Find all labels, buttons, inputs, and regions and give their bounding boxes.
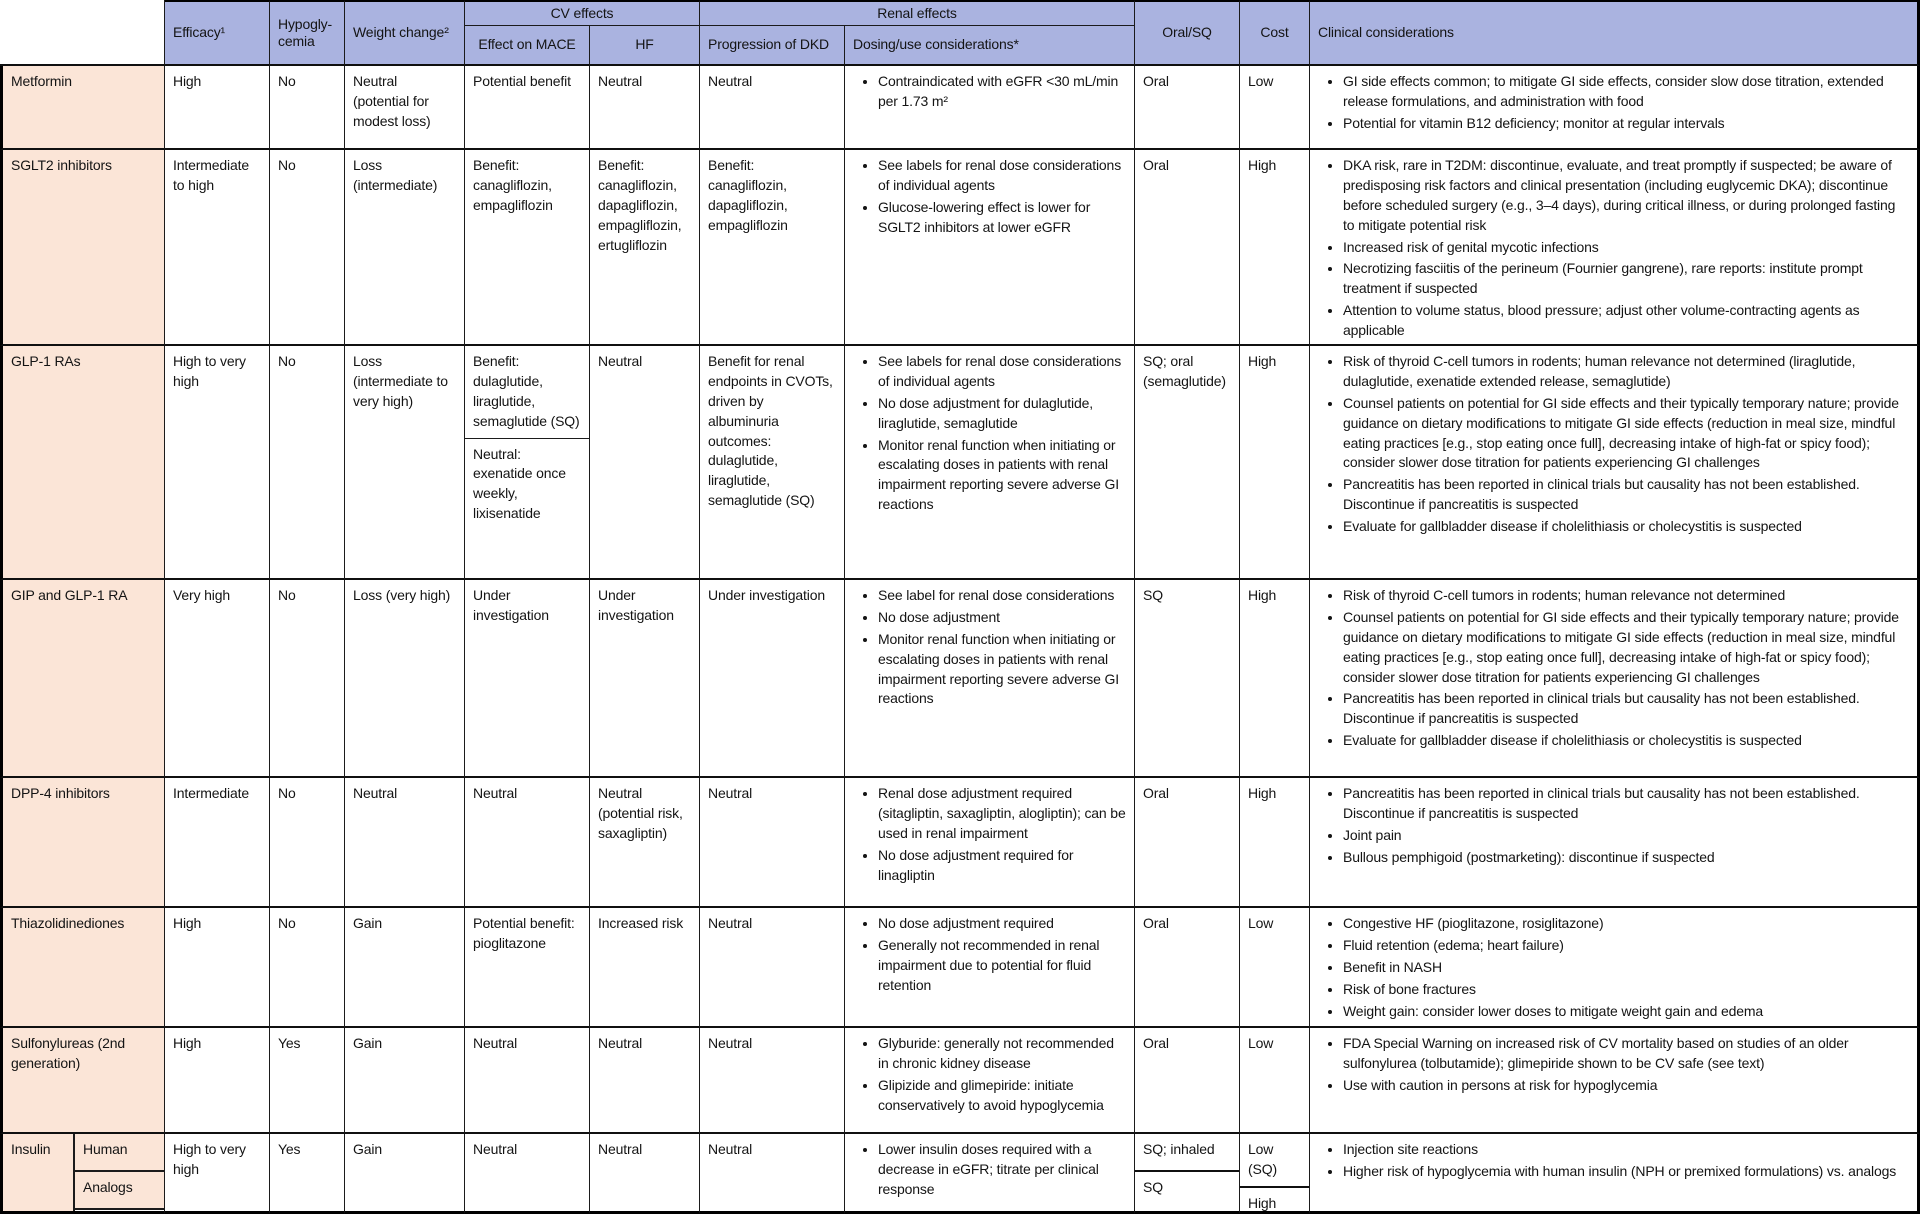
insulin-name <box>0 1134 165 1214</box>
bullet-item: • Congestive HF (pioglitazone, rosiglitazone) <box>1343 914 1909 934</box>
metformin-dosing <box>845 66 1135 150</box>
tzd-efficacy: High <box>165 908 270 1028</box>
bullet-item: • Pancreatitis has been reported in clinical trials but causality has not been established. Discontinue if pancreatitis is suspected <box>1343 784 1909 824</box>
bullet-list <box>853 914 1126 996</box>
bullet-item: • Potential for vitamin B12 deficiency; monitor at regular intervals <box>1343 114 1909 134</box>
dpp4-hf: Neutral (potential risk, saxagliptin) <box>590 778 700 908</box>
sulfonylureas-weight-change: Gain <box>345 1028 465 1134</box>
insulin-subtype-human: Human <box>75 1134 164 1172</box>
dpp4-dkd: Neutral <box>700 778 845 908</box>
sulfonylureas-hypoglycemia: Yes <box>270 1028 345 1134</box>
sglt2-oral-sq: Oral <box>1135 150 1240 346</box>
header-hf: HF <box>590 26 700 66</box>
gip-glp1-cost: High <box>1240 580 1310 778</box>
header-cv-effects: CV effects <box>465 0 700 26</box>
insulin-weight-change: Gain <box>345 1134 465 1214</box>
bullet-item: • Evaluate for gallbladder disease if cholelithiasis or cholecystitis is suspected <box>1343 517 1909 537</box>
tzd-dosing <box>845 908 1135 1028</box>
bullet-item: • Risk of thyroid C-cell tumors in rodents; human relevance not determined <box>1343 586 1909 606</box>
header-renal-effects: Renal effects <box>700 0 1135 26</box>
bullet-item: • Contraindicated with eGFR <30 mL/min per 1.73 m² <box>878 72 1126 112</box>
sulfonylureas-hf: Neutral <box>590 1028 700 1134</box>
dpp4-efficacy: Intermediate <box>165 778 270 908</box>
sglt2-weight-change: Loss (intermediate) <box>345 150 465 346</box>
sglt2-cost: High <box>1240 150 1310 346</box>
tzd-dkd: Neutral <box>700 908 845 1028</box>
bullet-list <box>853 72 1126 112</box>
bullet-item: • Monitor renal function when initiating or escalating doses in patients with renal impairment reporting severe adverse GI reactions <box>878 436 1126 516</box>
bullet-item: • Risk of bone fractures <box>1343 980 1909 1000</box>
bullet-item: • No dose adjustment <box>878 608 1126 628</box>
insulin-efficacy: High to very high <box>165 1134 270 1214</box>
metformin-oral-sq: Oral <box>1135 66 1240 150</box>
sulfonylureas-mace: Neutral <box>465 1028 590 1134</box>
insulin-oral-sq <box>1135 1134 1240 1214</box>
glp1-oral-sq: SQ; oral (semaglutide) <box>1135 346 1240 580</box>
tzd-clinical <box>1310 908 1920 1028</box>
glp1-dosing <box>845 346 1135 580</box>
glp1-mace-neutral: Neutral: exenatide once weekly, lixisenatide <box>473 445 566 522</box>
bullet-item: • Bullous pemphigoid (postmarketing): discontinue if suspected <box>1343 848 1909 868</box>
sulfonylureas-efficacy: High <box>165 1028 270 1134</box>
bullet-item: • No dose adjustment required <box>878 914 1126 934</box>
sglt2-dkd: Benefit: canagliflozin, dapagliflozin, empagliflozin <box>700 150 845 346</box>
header-weight-change: Weight change² <box>345 0 465 66</box>
bullet-item: • Risk of thyroid C-cell tumors in rodents; human relevance not determined (liraglutide, dulaglutide, exenatide extended release, semaglutide) <box>1343 352 1909 392</box>
bullet-item: • See labels for renal dose considerations of individual agents <box>878 352 1126 392</box>
header-hypoglycemia: Hypogly-cemia <box>270 0 345 66</box>
dpp4-mace: Neutral <box>465 778 590 908</box>
sulfonylureas-oral-sq: Oral <box>1135 1028 1240 1134</box>
header-clinical-considerations: Clinical considerations <box>1310 0 1920 66</box>
gip-glp1-efficacy: Very high <box>165 580 270 778</box>
sglt2-clinical <box>1310 150 1920 346</box>
header-dosing-use-considerations: Dosing/use considerations* <box>845 26 1135 66</box>
insulin-hf: Neutral <box>590 1134 700 1214</box>
bullet-item: • No dose adjustment required for linagliptin <box>878 846 1126 886</box>
bullet-list <box>1318 72 1909 134</box>
bullet-item: • Monitor renal function when initiating or escalating doses in patients with renal impairment reporting severe adverse GI reactions <box>878 630 1126 710</box>
bullet-item: • Pancreatitis has been reported in clinical trials but causality has not been established. Discontinue if pancreatitis is suspected <box>1343 689 1909 729</box>
bullet-item: • Benefit in NASH <box>1343 958 1909 978</box>
metformin-cost: Low <box>1240 66 1310 150</box>
glp1-hf: Neutral <box>590 346 700 580</box>
bullet-list <box>1318 1034 1909 1096</box>
bullet-list <box>853 352 1126 515</box>
header-efficacy: Efficacy¹ <box>165 0 270 66</box>
bullet-item: • GI side effects common; to mitigate GI side effects, consider slow dose titration, extended release formulations, and administration with food <box>1343 72 1909 112</box>
bullet-list <box>1318 914 1909 1021</box>
glp1-name: GLP-1 RAs <box>0 346 165 580</box>
sulfonylureas-clinical <box>1310 1028 1920 1134</box>
tzd-oral-sq: Oral <box>1135 908 1240 1028</box>
metformin-hf: Neutral <box>590 66 700 150</box>
dpp4-cost: High <box>1240 778 1310 908</box>
dpp4-dosing <box>845 778 1135 908</box>
insulin-oral-sq-analogs: SQ <box>1143 1179 1163 1195</box>
bullet-item: • Counsel patients on potential for GI side effects and their typically temporary nature; provide guidance on dietary modifications to mitigate GI side effects (reduction in meal size, mindful eating practices [e.g., stop eating once full], decreasing intake of high-fat or spicy food); consider slower dose titration for patients experiencing GI challenges <box>1343 608 1909 688</box>
bullet-list <box>853 586 1126 709</box>
insulin-oral-sq-human: SQ; inhaled <box>1135 1134 1239 1172</box>
bullet-list <box>853 1140 1126 1200</box>
sulfonylureas-name: Sulfonylureas (2nd generation) <box>0 1028 165 1134</box>
bullet-item: • Glucose-lowering effect is lower for SGLT2 inhibitors at lower eGFR <box>878 198 1126 238</box>
gip-glp1-dkd: Under investigation <box>700 580 845 778</box>
sglt2-name: SGLT2 inhibitors <box>0 150 165 346</box>
bullet-item: • Lower insulin doses required with a decrease in eGFR; titrate per clinical response <box>878 1140 1126 1200</box>
glp1-efficacy: High to very high <box>165 346 270 580</box>
bullet-item: • Generally not recommended in renal impairment due to potential for fluid retention <box>878 936 1126 996</box>
bullet-item: • Attention to volume status, blood pressure; adjust other volume-contracting agents as applicable <box>1343 301 1909 341</box>
bullet-item: • Renal dose adjustment required (sitagliptin, saxagliptin, alogliptin); can be used in renal impairment <box>878 784 1126 844</box>
insulin-clinical <box>1310 1134 1920 1214</box>
gip-glp1-weight-change: Loss (very high) <box>345 580 465 778</box>
bullet-item: • Joint pain <box>1343 826 1909 846</box>
insulin-subtypes <box>75 1134 164 1211</box>
glp1-clinical <box>1310 346 1920 580</box>
insulin-dkd: Neutral <box>700 1134 845 1214</box>
insulin-subtype-analogs: Analogs <box>75 1172 164 1210</box>
bullet-item: • No dose adjustment for dulaglutide, liraglutide, semaglutide <box>878 394 1126 434</box>
metformin-clinical <box>1310 66 1920 150</box>
sulfonylureas-dkd: Neutral <box>700 1028 845 1134</box>
glp1-hypoglycemia: No <box>270 346 345 580</box>
gip-glp1-clinical <box>1310 580 1920 778</box>
bullet-list <box>853 784 1126 885</box>
dpp4-oral-sq: Oral <box>1135 778 1240 908</box>
bullet-item: • Pancreatitis has been reported in clinical trials but causality has not been established. Discontinue if pancreatitis is suspected <box>1343 475 1909 515</box>
insulin-cost-human: Low (SQ) <box>1240 1134 1309 1188</box>
dpp4-name: DPP-4 inhibitors <box>0 778 165 908</box>
bullet-item: • See label for renal dose considerations <box>878 586 1126 606</box>
bullet-item: • Evaluate for gallbladder disease if cholelithiasis or cholecystitis is suspected <box>1343 731 1909 751</box>
bullet-item: • Use with caution in persons at risk for hypoglycemia <box>1343 1076 1909 1096</box>
dpp4-clinical <box>1310 778 1920 908</box>
metformin-efficacy: High <box>165 66 270 150</box>
bullet-list <box>853 1034 1126 1116</box>
sulfonylureas-cost: Low <box>1240 1028 1310 1134</box>
insulin-mace: Neutral <box>465 1134 590 1214</box>
bullet-item: • Injection site reactions <box>1343 1140 1909 1160</box>
bullet-item: • DKA risk, rare in T2DM: discontinue, evaluate, and treat promptly if suspected; be aware of predisposing risk factors and clinical presentation (including euglycemic DKA); discontinue before scheduled surgery (e.g., 3–4 days), during critical illness, or during prolonged fasting to mitigate potential risk <box>1343 156 1909 236</box>
metformin-hypoglycemia: No <box>270 66 345 150</box>
bullet-item: • Necrotizing fasciitis of the perineum (Fournier gangrene), rare reports: institute prompt treatment if suspected <box>1343 259 1909 299</box>
tzd-name: Thiazolidinediones <box>0 908 165 1028</box>
insulin-hypoglycemia: Yes <box>270 1134 345 1214</box>
tzd-hf: Increased risk <box>590 908 700 1028</box>
sglt2-hypoglycemia: No <box>270 150 345 346</box>
bullet-item: • Glyburide: generally not recommended in chronic kidney disease <box>878 1034 1126 1074</box>
sglt2-dosing <box>845 150 1135 346</box>
sglt2-efficacy: Intermediate to high <box>165 150 270 346</box>
glp1-dkd: Benefit for renal endpoints in CVOTs, driven by albuminuria outcomes: dulaglutide, liraglutide, semaglutide (SQ) <box>700 346 845 580</box>
bullet-list <box>1318 1140 1909 1182</box>
header-oral-sq: Oral/SQ <box>1135 0 1240 66</box>
bullet-list <box>1318 156 1909 341</box>
bullet-item: • FDA Special Warning on increased risk of CV mortality based on studies of an older sulfonylurea (tolbutamide); glimepiride shown to be CV safe (see text) <box>1343 1034 1909 1074</box>
insulin-name-main: Insulin <box>3 1134 75 1211</box>
metformin-weight-change: Neutral (potential for modest loss) <box>345 66 465 150</box>
corner-blank-cell <box>0 0 165 66</box>
bullet-item: • See labels for renal dose considerations of individual agents <box>878 156 1126 196</box>
metformin-dkd: Neutral <box>700 66 845 150</box>
gip-glp1-oral-sq: SQ <box>1135 580 1240 778</box>
bullet-item: • Weight gain: consider lower doses to mitigate weight gain and edema <box>1343 1002 1909 1022</box>
glp1-weight-change: Loss (intermediate to very high) <box>345 346 465 580</box>
sglt2-hf: Benefit: canagliflozin, dapagliflozin, empagliflozin, ertugliflozin <box>590 150 700 346</box>
sulfonylureas-dosing <box>845 1028 1135 1134</box>
gip-glp1-name: GIP and GLP-1 RA <box>0 580 165 778</box>
gip-glp1-mace: Under investigation <box>465 580 590 778</box>
sglt2-mace: Benefit: canagliflozin, empagliflozin <box>465 150 590 346</box>
bullet-list <box>1318 784 1909 868</box>
gip-glp1-hf: Under investigation <box>590 580 700 778</box>
header-effect-on-mace: Effect on MACE <box>465 26 590 66</box>
header-progression-of-dkd: Progression of DKD <box>700 26 845 66</box>
bullet-list <box>853 156 1126 238</box>
bullet-item: • Increased risk of genital mycotic infections <box>1343 238 1909 258</box>
bullet-item: • Higher risk of hypoglycemia with human insulin (NPH or premixed formulations) vs. analogs <box>1343 1162 1909 1182</box>
bullet-item: • Glipizide and glimepiride: initiate conservatively to avoid hypoglycemia <box>878 1076 1126 1116</box>
bullet-list <box>1318 352 1909 537</box>
gip-glp1-hypoglycemia: No <box>270 580 345 778</box>
glp1-mace-benefit: Benefit: dulaglutide, liraglutide, semaglutide (SQ) <box>465 346 589 439</box>
bullet-list <box>1318 586 1909 751</box>
glp1-cost: High <box>1240 346 1310 580</box>
dpp4-hypoglycemia: No <box>270 778 345 908</box>
tzd-hypoglycemia: No <box>270 908 345 1028</box>
insulin-dosing <box>845 1134 1135 1214</box>
bullet-item: • Fluid retention (edema; heart failure) <box>1343 936 1909 956</box>
dpp4-weight-change: Neutral <box>345 778 465 908</box>
insulin-cost-analogs: High <box>1248 1194 1277 1211</box>
tzd-cost: Low <box>1240 908 1310 1028</box>
tzd-mace: Potential benefit: pioglitazone <box>465 908 590 1028</box>
bullet-item: • Counsel patients on potential for GI side effects and their typically temporary nature; provide guidance on dietary modifications to mitigate GI side effects (reduction in meal size, mindful eating practices [e.g., stop eating once full], decreasing intake of high-fat or spicy food); consider slower dose titration for patients experiencing GI challenges <box>1343 394 1909 474</box>
metformin-mace: Potential benefit <box>465 66 590 150</box>
tzd-weight-change: Gain <box>345 908 465 1028</box>
glp1-mace <box>465 346 590 580</box>
gip-glp1-dosing <box>845 580 1135 778</box>
metformin-name: Metformin <box>0 66 165 150</box>
insulin-cost <box>1240 1134 1310 1214</box>
header-cost: Cost <box>1240 0 1310 66</box>
